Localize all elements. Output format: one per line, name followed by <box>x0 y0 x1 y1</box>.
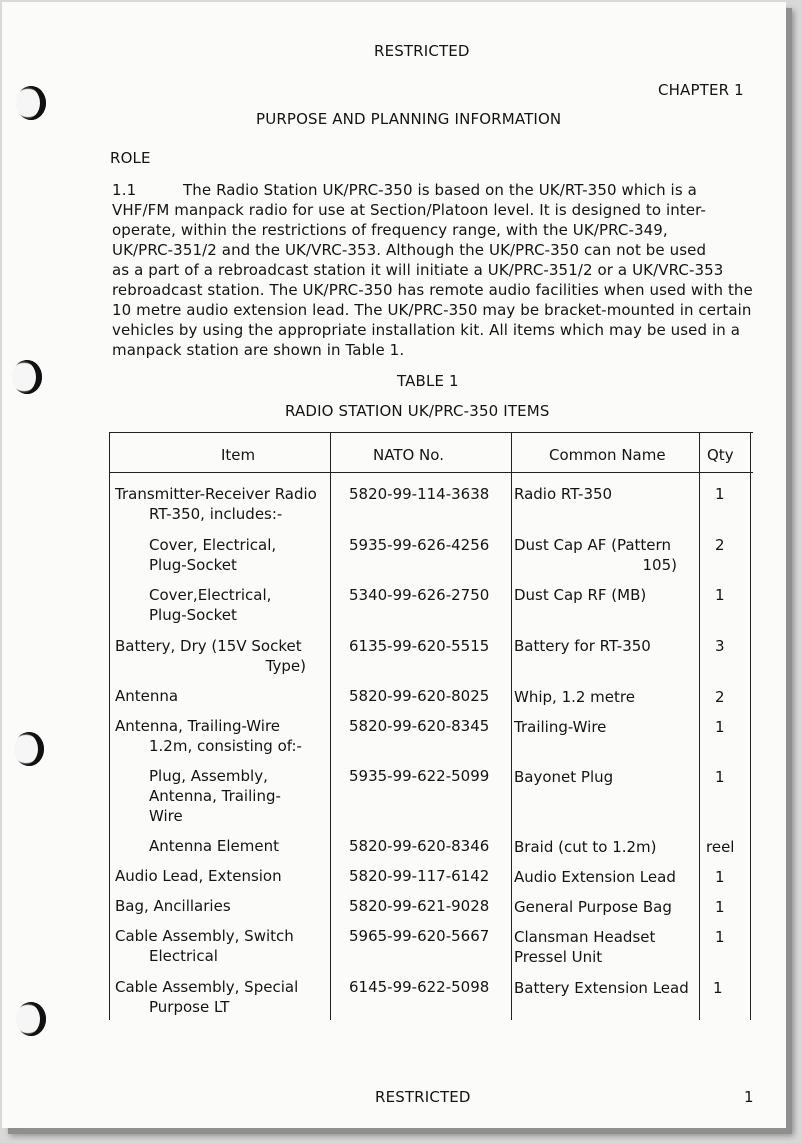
table-row-nato: 5820-99-620-8345 <box>349 717 490 735</box>
table-row-qty: 1 <box>713 979 723 997</box>
document-page <box>2 2 786 1128</box>
table-divider <box>511 432 512 1020</box>
table-row-name: Radio RT-350 <box>514 485 613 503</box>
paragraph-1-1 <box>112 180 754 360</box>
table-row-qty: 1 <box>715 485 725 503</box>
table-row-nato: 6145-99-622-5098 <box>349 978 490 996</box>
table-row-item: Antenna, Trailing-Wire 1.2m, consisting of:- <box>115 717 302 755</box>
table-row-nato: 5820-99-620-8346 <box>349 837 490 855</box>
table-row-item: Transmitter-Receiver Radio RT-350, includes:- <box>115 485 317 523</box>
table-row-qty: 1 <box>715 718 725 736</box>
binder-hole-2 <box>12 360 42 394</box>
paragraph-line: as a part of a rebroadcast station it will initiate a UK/PRC-351/2 or a UK/VRC-353 <box>112 261 724 279</box>
header-classification: RESTRICTED <box>374 42 470 60</box>
table-row-item: Bag, Ancillaries <box>115 897 231 915</box>
paragraph-line: manpack station are shown in Table 1. <box>112 341 405 359</box>
table-right-border <box>750 432 751 1020</box>
table-row-nato: 5965-99-620-5667 <box>349 927 490 945</box>
table-row-nato: 5820-99-117-6142 <box>349 867 490 885</box>
column-header-nato: NATO No. <box>373 446 444 464</box>
table-row-nato: 5820-99-621-9028 <box>349 897 490 915</box>
table-row-qty: 2 <box>715 536 725 554</box>
table-row-qty: 3 <box>715 637 725 655</box>
table-row-name: Dust Cap AF (Pattern 105) <box>514 536 677 574</box>
paragraph-line: VHF/FM manpack radio for use at Section/Platoon level. It is designed to inter- <box>112 201 706 219</box>
table-row-qty: 1 <box>715 768 725 786</box>
table-row-item: Cover,Electrical, Plug-Socket <box>149 586 272 624</box>
binder-hole-4 <box>16 1002 46 1036</box>
paragraph-line: vehicles by using the appropriate installation kit. All items which may be used in a <box>112 321 741 339</box>
table-row-item: Plug, Assembly, Antenna, Trailing- Wire <box>149 767 281 825</box>
table-row-name: Audio Extension Lead <box>514 868 676 886</box>
table-row-nato: 5820-99-620-8025 <box>349 687 490 705</box>
table-row-qty: 1 <box>715 898 725 916</box>
table-row-item: Antenna <box>115 687 179 705</box>
table-row-item: Antenna Element <box>149 837 279 855</box>
footer-classification: RESTRICTED <box>375 1088 471 1106</box>
paragraph-line: rebroadcast station. The UK/PRC-350 has remote audio facilities when used with the <box>112 281 753 299</box>
table-row-qty: 1 <box>715 586 725 604</box>
column-header-item: Item <box>221 446 256 464</box>
binder-hole-3 <box>14 732 44 766</box>
table-row-item: Cable Assembly, Special Purpose LT <box>115 978 299 1016</box>
paragraph-number: 1.1 <box>112 181 137 199</box>
paragraph-line: The Radio Station UK/PRC-350 is based on the UK/RT-350 which is a <box>183 181 697 199</box>
binder-hole-1 <box>16 86 46 120</box>
table-divider <box>699 432 700 1020</box>
table-row-qty: 1 <box>715 868 725 886</box>
table-row-nato: 5820-99-114-3638 <box>349 485 490 503</box>
table-label: TABLE 1 <box>397 372 459 390</box>
table-row-name: General Purpose Bag <box>514 898 672 916</box>
section-heading: ROLE <box>110 149 151 167</box>
table-divider <box>330 432 331 1020</box>
table-row-item: Battery, Dry (15V Socket Type) <box>115 637 306 675</box>
table-row-name: Clansman Headset Pressel Unit <box>514 928 656 966</box>
column-header-qty: Qty <box>707 446 734 464</box>
table-caption: RADIO STATION UK/PRC-350 ITEMS <box>285 402 550 420</box>
paragraph-line: UK/PRC-351/2 and the UK/VRC-353. Although the UK/PRC-350 can not be used <box>112 241 707 259</box>
table-row-name: Bayonet Plug <box>514 768 614 786</box>
table-row-item: Cable Assembly, Switch Electrical <box>115 927 294 965</box>
table-row-name: Trailing-Wire <box>514 718 607 736</box>
paragraph-line: 10 metre audio extension lead. The UK/PRC-350 may be bracket-mounted in certain <box>112 301 752 319</box>
table-row-item: Audio Lead, Extension <box>115 867 282 885</box>
table-row-name: Battery for RT-350 <box>514 637 651 655</box>
table-row-qty: reel <box>706 838 735 856</box>
table-row-qty: 2 <box>715 688 725 706</box>
paragraph-line: operate, within the restrictions of frequency range, with the UK/PRC-349, <box>112 221 668 239</box>
table-left-border <box>109 432 110 1020</box>
table-row-nato: 5340-99-626-2750 <box>349 586 490 604</box>
items-table <box>109 432 753 1020</box>
table-row-name: Dust Cap RF (MB) <box>514 586 647 604</box>
table-row-name: Whip, 1.2 metre <box>514 688 635 706</box>
table-header-border <box>109 472 753 473</box>
column-header-common-name: Common Name <box>549 446 666 464</box>
table-row-nato: 5935-99-626-4256 <box>349 536 490 554</box>
table-row-qty: 1 <box>715 928 725 946</box>
table-top-border <box>109 432 753 433</box>
table-row-item: Cover, Electrical, Plug-Socket <box>149 536 277 574</box>
table-row-nato: 6135-99-620-5515 <box>349 637 490 655</box>
page-title: PURPOSE AND PLANNING INFORMATION <box>256 110 562 128</box>
table-row-name: Braid (cut to 1.2m) <box>514 838 657 856</box>
page-number: 1 <box>744 1088 754 1106</box>
table-row-name: Battery Extension Lead <box>514 979 689 997</box>
table-row-nato: 5935-99-622-5099 <box>349 767 490 785</box>
chapter-label: CHAPTER 1 <box>658 81 744 99</box>
